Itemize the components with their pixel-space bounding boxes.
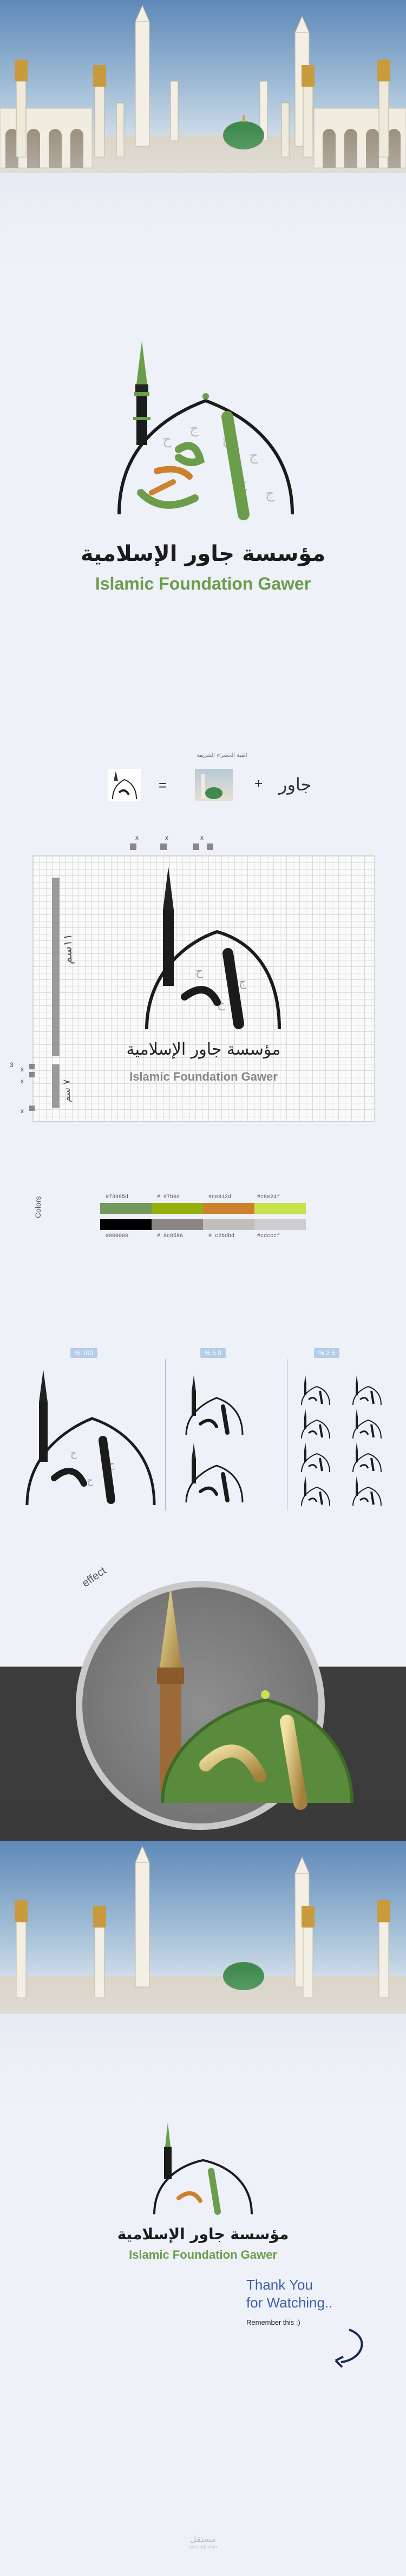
grid-brand-english: Islamic Foundation Gawer	[129, 1070, 278, 1083]
color-swatch	[254, 1203, 306, 1214]
final-brand-arabic: مؤسسة جاور الإسلامية	[117, 2225, 289, 2243]
effect-label: effect	[80, 1565, 109, 1590]
x-mark: x	[165, 834, 168, 841]
unit-square	[130, 844, 136, 850]
x-mark: x	[21, 1065, 24, 1073]
color-swatch	[152, 1203, 203, 1214]
final-section	[0, 2122, 406, 2447]
closing-photo	[0, 1841, 406, 2122]
svg-text:ح: ح	[70, 1448, 77, 1459]
size-badge-50: % 5 0	[200, 1348, 226, 1358]
small-height-label: ٧ سم	[61, 1079, 73, 1102]
height-bar	[52, 878, 60, 1056]
mosque-photo-2	[0, 1841, 406, 2122]
equals-sign: =	[159, 777, 167, 793]
unit-square	[193, 844, 199, 850]
dome-caption: القبة الخضراء الشريفة	[197, 753, 247, 759]
color-swatch	[100, 1203, 152, 1214]
color-code: # 8c8586	[157, 1233, 184, 1239]
logo-size-50	[184, 1375, 244, 1505]
effect-section	[0, 1565, 406, 1841]
color-code: #000000	[106, 1233, 129, 1239]
svg-text:ح: ح	[162, 431, 172, 448]
x-mark: x	[21, 1077, 24, 1085]
color-swatch	[203, 1203, 254, 1214]
svg-text:ح: ح	[217, 997, 225, 1011]
color-swatch	[203, 1219, 254, 1230]
x-mark: x	[135, 834, 139, 841]
measurement-section	[0, 823, 406, 1175]
color-swatch	[100, 1219, 152, 1230]
svg-text:ج: ج	[189, 421, 199, 437]
colors-section	[0, 1175, 406, 1283]
construction-grid	[32, 855, 375, 1122]
height-label: ١١سم	[61, 933, 75, 964]
svg-text:ح: ح	[87, 1475, 93, 1486]
unit-square	[207, 844, 213, 850]
dome-photo-thumbnail	[195, 769, 233, 801]
watermark	[0, 2534, 406, 2549]
plus-sign: +	[254, 775, 263, 792]
color-swatch	[254, 1219, 306, 1230]
svg-text:ح: ح	[238, 475, 247, 491]
unit-square	[29, 1064, 35, 1069]
three-mark: 3	[10, 1061, 14, 1069]
thanks-line-1: Thank You	[246, 2277, 313, 2293]
x-mark: x	[200, 834, 204, 841]
small-height-bar	[52, 1064, 60, 1108]
unit-square	[160, 844, 167, 850]
unit-square	[29, 1106, 35, 1111]
colors-title: Colors	[34, 1196, 42, 1218]
svg-text:ج: ج	[249, 448, 258, 464]
effect-logo	[130, 1586, 357, 1825]
logo-size-25	[300, 1375, 392, 1505]
sizes-section	[0, 1343, 406, 1521]
thanks-line-2: for Watching..	[246, 2294, 333, 2311]
construction-section	[0, 606, 406, 795]
size-badge-25: % 2 5	[314, 1348, 339, 1358]
logo-thumbnail	[108, 769, 141, 801]
main-logo-section	[0, 282, 406, 606]
brand-name-english: Islamic Foundation Gawer	[95, 574, 311, 593]
final-brand-english: Islamic Foundation Gawer	[129, 2248, 277, 2261]
color-code: #c8e24f	[257, 1194, 280, 1200]
svg-text:ح: ح	[222, 431, 231, 448]
final-logo	[146, 2122, 260, 2220]
hero-photo	[0, 0, 406, 282]
svg-text:ح: ح	[195, 965, 204, 978]
word-jawer: جاور	[279, 774, 312, 795]
color-code: # 97b0d	[157, 1194, 180, 1200]
brand-name-arabic: مؤسسة جاور الإسلامية	[80, 541, 326, 566]
divider	[165, 1359, 166, 1511]
svg-text:ج: ج	[239, 976, 247, 989]
mosque-photo	[0, 0, 406, 282]
arrow-icon	[330, 2327, 368, 2370]
x-mark: x	[21, 1107, 24, 1115]
color-code: #73995d	[106, 1194, 129, 1200]
unit-square	[29, 1072, 35, 1077]
watermark-url: mostaql.com	[189, 2544, 217, 2549]
color-code: # c2bdbd	[208, 1233, 235, 1239]
color-code: #cdcccf	[257, 1233, 280, 1239]
watermark-logo-text: مستقل	[190, 2534, 216, 2544]
svg-text:ج: ج	[265, 486, 274, 502]
grid-brand-arabic: مؤسسة جاور الإسلامية	[126, 1040, 281, 1059]
grid-logo	[136, 867, 282, 1035]
svg-text:ج: ج	[108, 1459, 115, 1470]
remember-note: Remember this :)	[246, 2318, 300, 2326]
size-badge-100: % 100	[70, 1348, 97, 1358]
foundation-logo	[97, 336, 314, 531]
color-code: #ce812d	[208, 1194, 232, 1200]
color-swatch	[152, 1219, 203, 1230]
logo-size-100	[22, 1370, 157, 1511]
